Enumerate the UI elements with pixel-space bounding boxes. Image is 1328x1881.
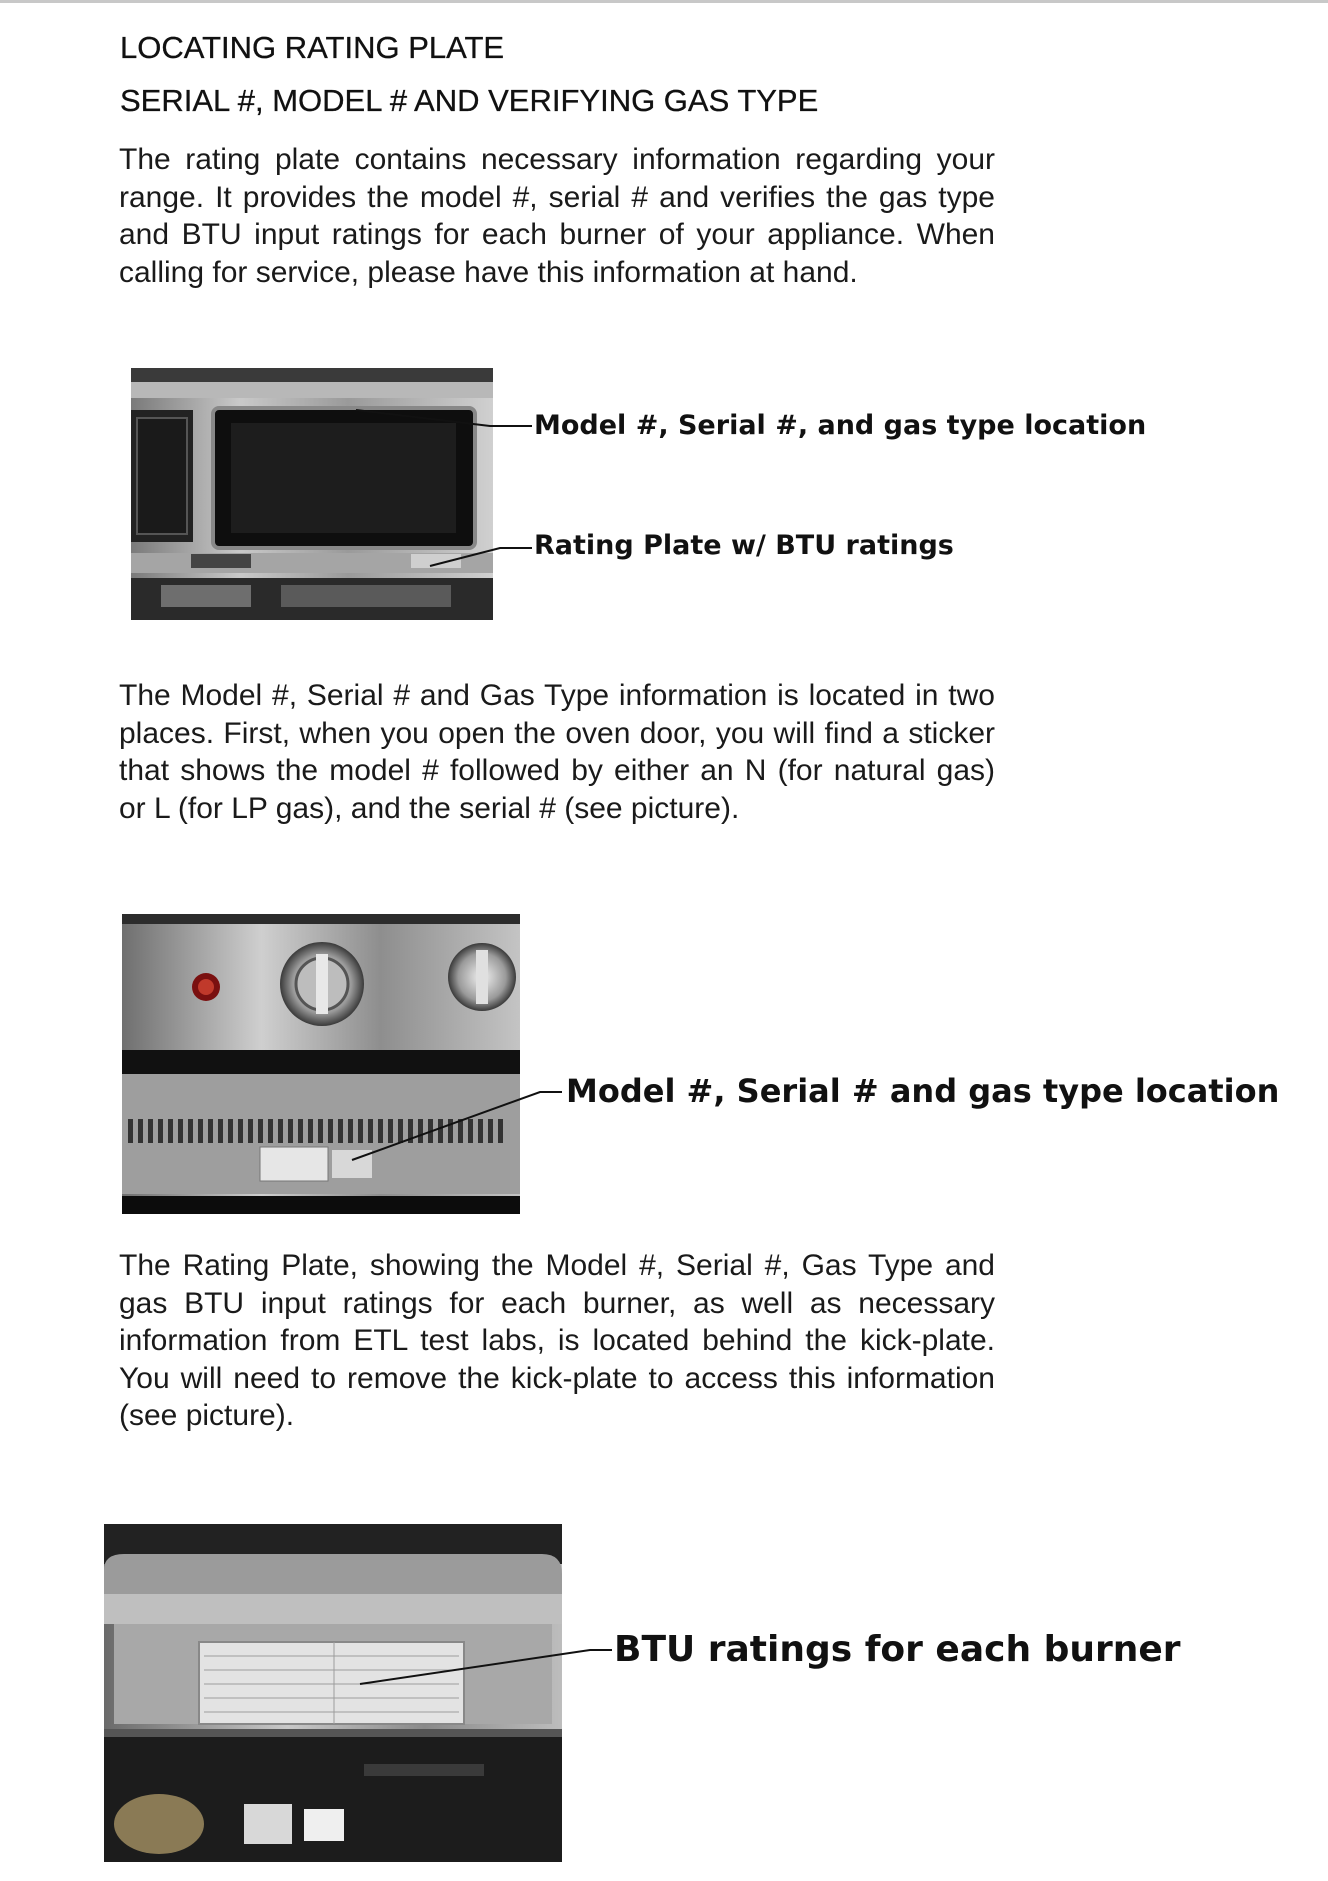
oven-front-photo [131, 368, 493, 620]
callout-rating-plate: Rating Plate w/ BTU ratings [534, 530, 954, 561]
section-title: LOCATING RATING PLATE [120, 30, 505, 65]
callout-btu-ratings: BTU ratings for each burner [614, 1629, 1181, 1670]
oven-front-photo-image [131, 368, 493, 620]
rating-plate-paragraph: The Rating Plate, showing the Model #, Serial #, Gas Type and gas BTU input ratings for each burner, as well as necessary information from ETL test labs, is located behind the kick-plate. You will need to remove the kick-plate to access this information (see picture). [119, 1249, 995, 1432]
kick-plate-photo [104, 1524, 562, 1862]
callout-sticker-location: Model #, Serial # and gas type location [566, 1072, 1280, 1110]
intro-paragraph: The rating plate contains necessary information regarding your range. It provides the model #, serial # and verifies the gas type and BTU input ratings for each burner of your appliance. When calling for service, please have this information at hand. [119, 143, 995, 289]
control-panel-photo [122, 914, 520, 1214]
section-subtitle: SERIAL #, MODEL # AND VERIFYING GAS TYPE [120, 83, 819, 118]
kick-plate-photo-image [104, 1524, 562, 1862]
page-top-border [0, 0, 1328, 3]
location-paragraph: The Model #, Serial # and Gas Type information is located in two places. First, when you open the oven door, you will find a sticker that shows the model # followed by either an N (for natural gas) or L (for LP gas), and the serial # (see picture). [119, 679, 995, 825]
callout-model-serial-location: Model #, Serial #, and gas type location [534, 410, 1147, 441]
control-panel-photo-image [122, 914, 520, 1214]
